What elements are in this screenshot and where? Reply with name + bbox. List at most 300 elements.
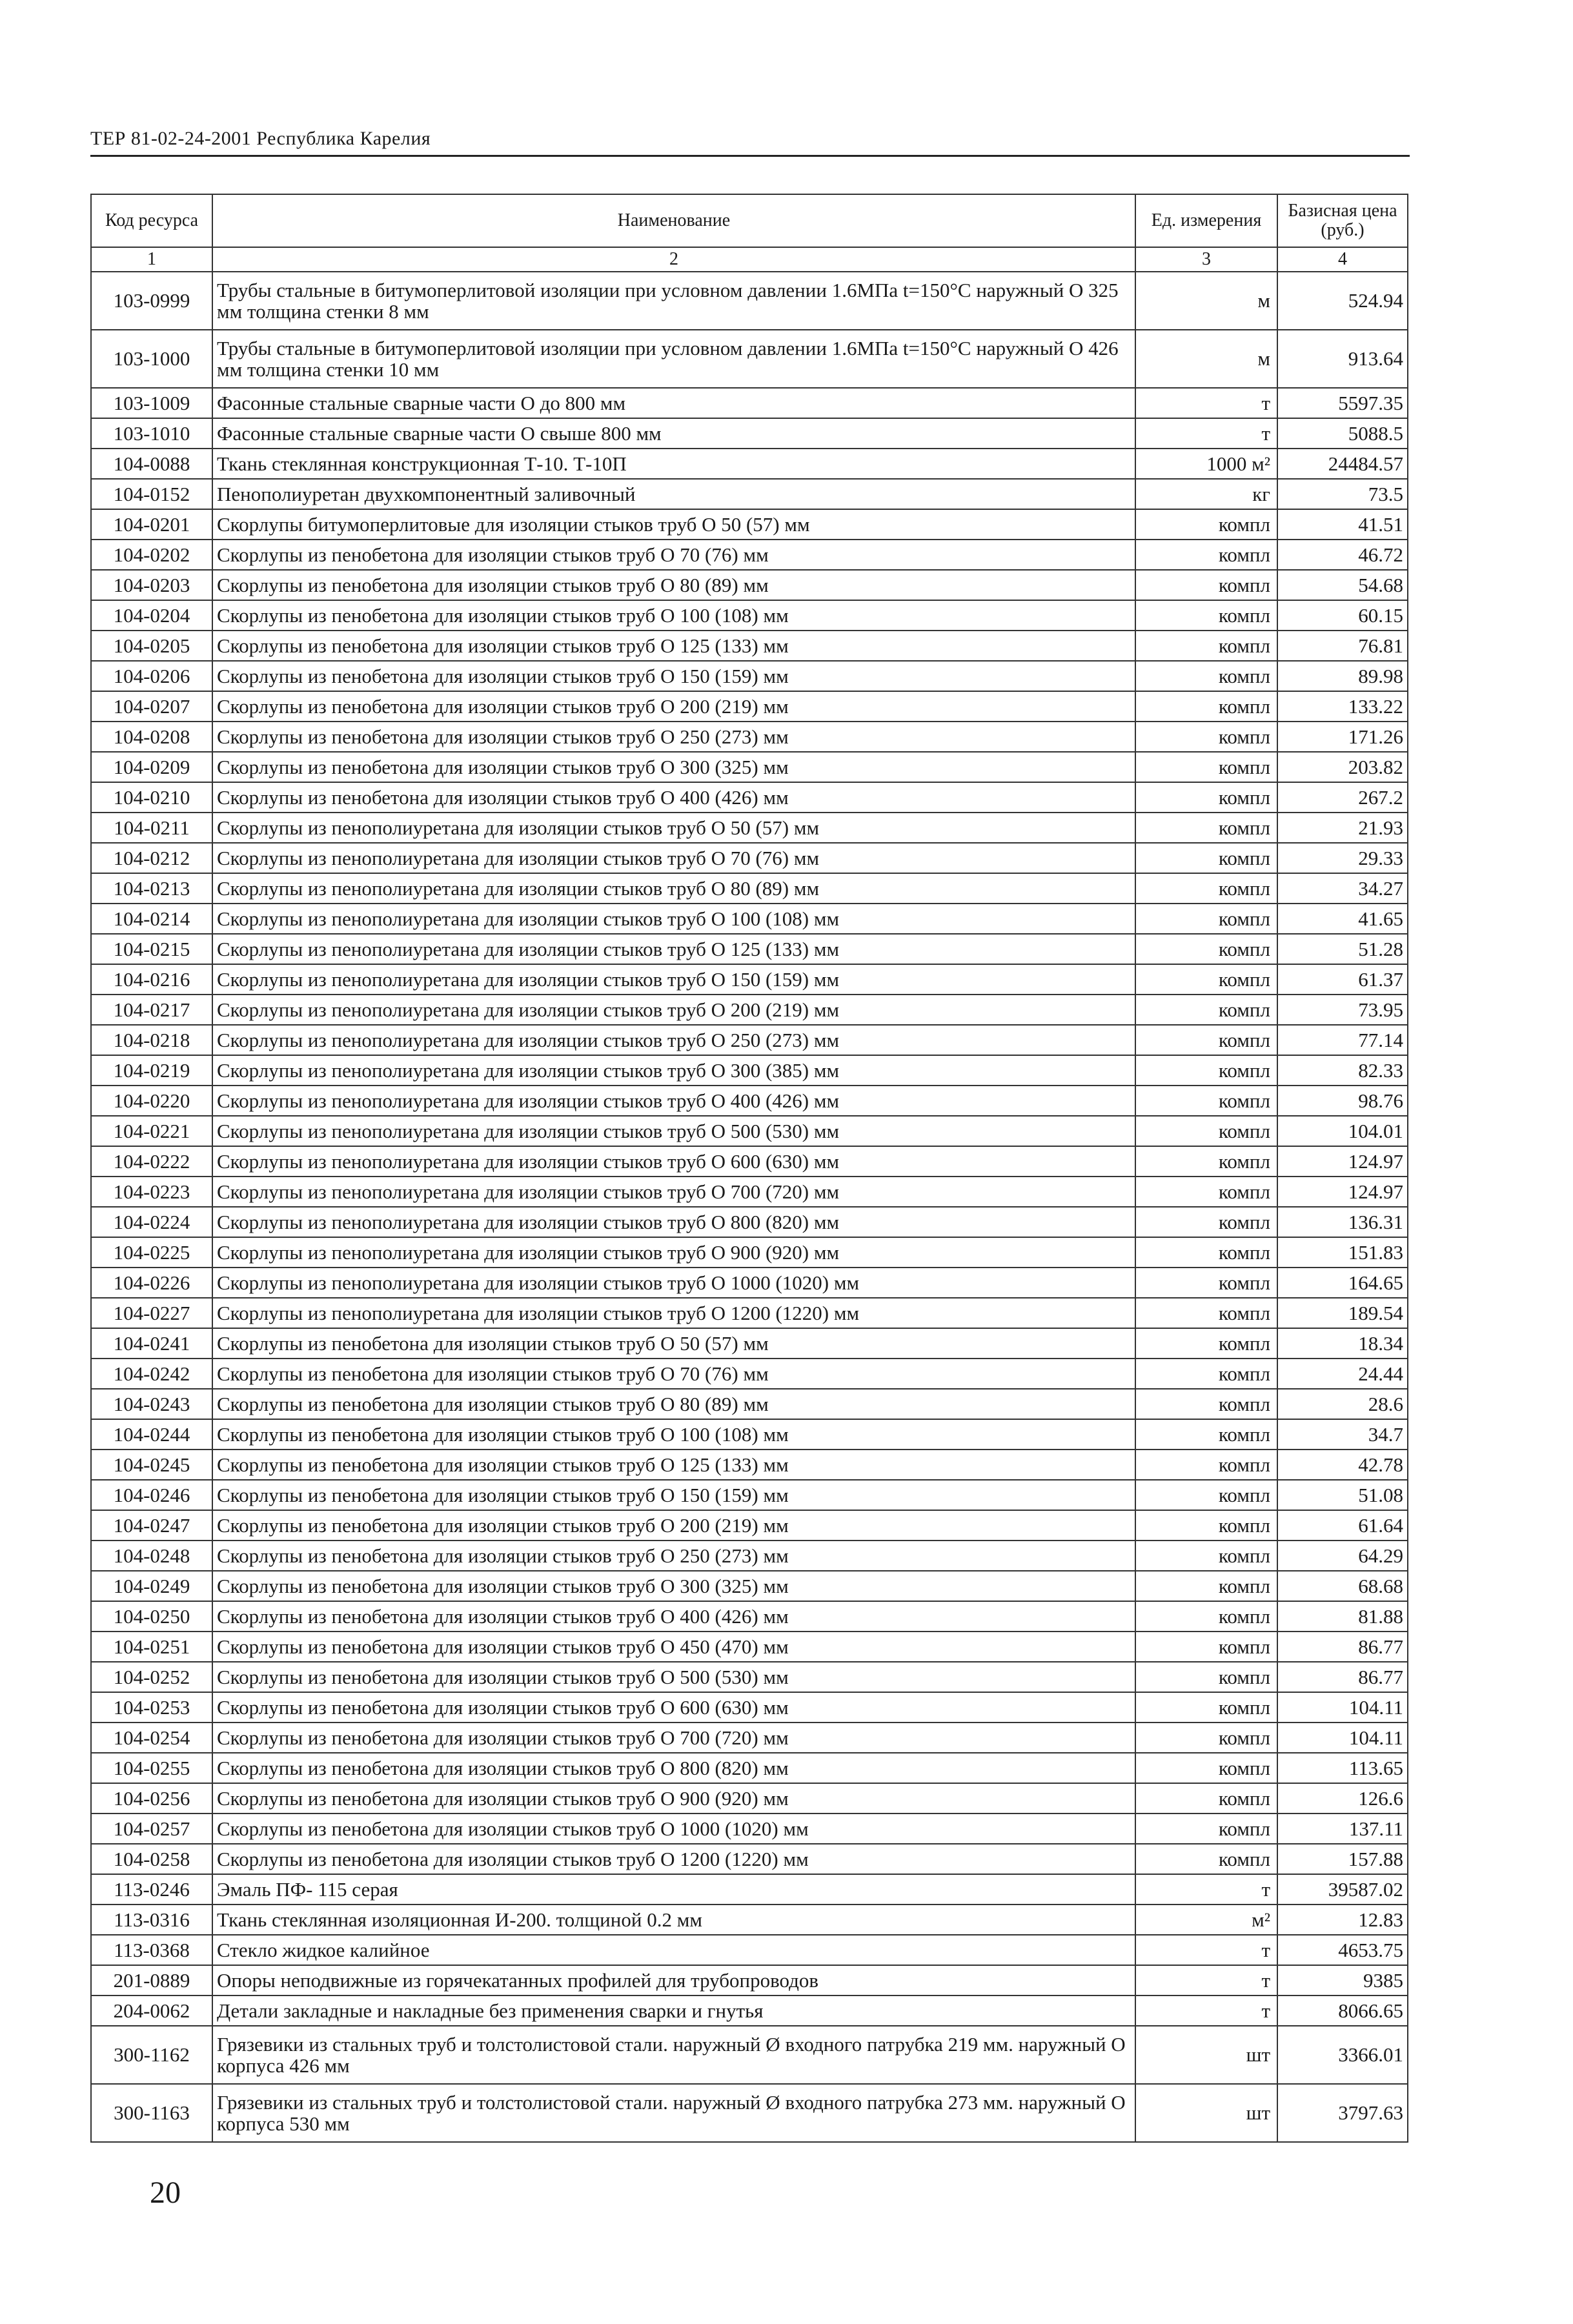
resource-code-cell: 104-0256 xyxy=(91,1783,212,1814)
table-row xyxy=(91,934,1408,964)
table-row xyxy=(91,1237,1408,1268)
resource-code-cell: 104-0242 xyxy=(91,1359,212,1389)
base-price-cell: 73.5 xyxy=(1277,479,1408,509)
resource-name-cell: Скорлупы из пенобетона для изоляции стыков труб О 400 (426) мм xyxy=(212,782,1135,813)
base-price-cell: 34.7 xyxy=(1277,1419,1408,1450)
resource-code-cell: 103-0999 xyxy=(91,272,212,330)
resource-code-cell: 103-1009 xyxy=(91,388,212,418)
resource-name-cell: Пенополиуретан двухкомпонентный заливочный xyxy=(212,479,1135,509)
table-row xyxy=(91,2026,1408,2084)
resource-code-cell: 104-0257 xyxy=(91,1814,212,1844)
resource-name-cell: Скорлупы из пенобетона для изоляции стыков труб О 500 (530) мм xyxy=(212,1662,1135,1692)
unit-cell: компл xyxy=(1135,1389,1277,1419)
resource-name-cell: Скорлупы из пенобетона для изоляции стыков труб О 150 (159) мм xyxy=(212,1480,1135,1510)
resource-code-cell: 113-0246 xyxy=(91,1874,212,1905)
column-header-unit: Ед. измерения xyxy=(1135,194,1277,247)
table-row xyxy=(91,1298,1408,1328)
table-row xyxy=(91,752,1408,782)
resource-code-cell: 104-0203 xyxy=(91,570,212,600)
resource-name-cell: Скорлупы из пенополиуретана для изоляции стыков труб О 70 (76) мм xyxy=(212,843,1135,873)
resource-name-cell: Скорлупы из пенополиуретана для изоляции стыков труб О 125 (133) мм xyxy=(212,934,1135,964)
unit-cell: компл xyxy=(1135,1207,1277,1237)
resource-code-cell: 104-0250 xyxy=(91,1601,212,1632)
base-price-cell: 60.15 xyxy=(1277,600,1408,631)
unit-cell: т xyxy=(1135,1996,1277,2026)
resource-name-cell: Скорлупы из пенобетона для изоляции стыков труб О 250 (273) мм xyxy=(212,1541,1135,1571)
resource-name-cell: Скорлупы из пенобетона для изоляции стыков труб О 1200 (1220) мм xyxy=(212,1844,1135,1874)
resource-code-cell: 104-0255 xyxy=(91,1753,212,1783)
base-price-cell: 189.54 xyxy=(1277,1298,1408,1328)
resource-code-cell: 104-0241 xyxy=(91,1328,212,1359)
header-rule xyxy=(90,155,1410,157)
resource-name-cell: Грязевики из стальных труб и толстолистовой стали. наружный Ø входного патрубка 219 мм. наружный О корпуса 426 мм xyxy=(212,2026,1135,2084)
resource-code-cell: 104-0152 xyxy=(91,479,212,509)
base-price-cell: 104.01 xyxy=(1277,1116,1408,1146)
table-row xyxy=(91,1814,1408,1844)
table-row xyxy=(91,570,1408,600)
base-price-cell: 77.14 xyxy=(1277,1025,1408,1055)
base-price-cell: 81.88 xyxy=(1277,1601,1408,1632)
unit-cell: компл xyxy=(1135,1723,1277,1753)
base-price-cell: 3797.63 xyxy=(1277,2084,1408,2142)
resource-name-cell: Детали закладные и накладные без применения сварки и гнутья xyxy=(212,1996,1135,2026)
unit-cell: т xyxy=(1135,1935,1277,1965)
unit-cell: компл xyxy=(1135,722,1277,752)
base-price-cell: 267.2 xyxy=(1277,782,1408,813)
resource-code-cell: 104-0217 xyxy=(91,995,212,1025)
resource-name-cell: Грязевики из стальных труб и толстолистовой стали. наружный Ø входного патрубка 273 мм. наружный О корпуса 530 мм xyxy=(212,2084,1135,2142)
table-row xyxy=(91,1541,1408,1571)
resource-name-cell: Опоры неподвижные из горячекатанных профилей для трубопроводов xyxy=(212,1965,1135,1996)
resource-code-cell: 104-0244 xyxy=(91,1419,212,1450)
unit-cell: компл xyxy=(1135,1237,1277,1268)
table-row xyxy=(91,964,1408,995)
table-row xyxy=(91,1874,1408,1905)
resource-name-cell: Скорлупы из пенобетона для изоляции стыков труб О 125 (133) мм xyxy=(212,631,1135,661)
column-number: 3 xyxy=(1135,247,1277,272)
table-row xyxy=(91,1480,1408,1510)
base-price-cell: 21.93 xyxy=(1277,813,1408,843)
table-body xyxy=(91,272,1408,2142)
resource-code-cell: 104-0227 xyxy=(91,1298,212,1328)
unit-cell: м² xyxy=(1135,1905,1277,1935)
table-row xyxy=(91,2084,1408,2142)
base-price-cell: 61.64 xyxy=(1277,1510,1408,1541)
unit-cell: компл xyxy=(1135,1025,1277,1055)
resource-code-cell: 104-0245 xyxy=(91,1450,212,1480)
table-row xyxy=(91,479,1408,509)
resource-code-cell: 104-0201 xyxy=(91,509,212,540)
resource-name-cell: Скорлупы из пенополиуретана для изоляции стыков труб О 1200 (1220) мм xyxy=(212,1298,1135,1328)
table-row xyxy=(91,600,1408,631)
base-price-cell: 12.83 xyxy=(1277,1905,1408,1935)
table-row xyxy=(91,1905,1408,1935)
unit-cell: кг xyxy=(1135,479,1277,509)
resource-code-cell: 204-0062 xyxy=(91,1996,212,2026)
resource-code-cell: 104-0249 xyxy=(91,1571,212,1601)
base-price-cell: 86.77 xyxy=(1277,1632,1408,1662)
base-price-cell: 82.33 xyxy=(1277,1055,1408,1086)
resource-name-cell: Скорлупы из пенобетона для изоляции стыков труб О 300 (325) мм xyxy=(212,752,1135,782)
resource-name-cell: Трубы стальные в битумоперлитовой изоляции при условном давлении 1.6МПа t=150°С наружный О 426 мм толщина стенки 10 мм xyxy=(212,330,1135,388)
base-price-cell: 9385 xyxy=(1277,1965,1408,1996)
resource-code-cell: 103-1010 xyxy=(91,418,212,449)
resource-code-cell: 104-0205 xyxy=(91,631,212,661)
resource-name-cell: Скорлупы из пенобетона для изоляции стыков труб О 70 (76) мм xyxy=(212,540,1135,570)
resource-name-cell: Скорлупы из пенобетона для изоляции стыков труб О 50 (57) мм xyxy=(212,1328,1135,1359)
resource-code-cell: 104-0210 xyxy=(91,782,212,813)
resource-name-cell: Скорлупы из пенополиуретана для изоляции стыков труб О 900 (920) мм xyxy=(212,1237,1135,1268)
resource-code-cell: 104-0222 xyxy=(91,1146,212,1177)
unit-cell: компл xyxy=(1135,570,1277,600)
table-row xyxy=(91,1419,1408,1450)
table-row xyxy=(91,691,1408,722)
resource-code-cell: 104-0221 xyxy=(91,1116,212,1146)
base-price-cell: 24484.57 xyxy=(1277,449,1408,479)
resource-name-cell: Стекло жидкое калийное xyxy=(212,1935,1135,1965)
unit-cell: компл xyxy=(1135,1298,1277,1328)
resource-code-cell: 104-0253 xyxy=(91,1692,212,1723)
resource-code-cell: 104-0215 xyxy=(91,934,212,964)
base-price-cell: 124.97 xyxy=(1277,1146,1408,1177)
price-table xyxy=(90,194,1408,2143)
table-row xyxy=(91,1146,1408,1177)
table-row xyxy=(91,418,1408,449)
resource-name-cell: Скорлупы из пенобетона для изоляции стыков труб О 80 (89) мм xyxy=(212,1389,1135,1419)
base-price-cell: 42.78 xyxy=(1277,1450,1408,1480)
base-price-cell: 51.08 xyxy=(1277,1480,1408,1510)
unit-cell: компл xyxy=(1135,782,1277,813)
resource-code-cell: 113-0368 xyxy=(91,1935,212,1965)
resource-name-cell: Скорлупы из пенобетона для изоляции стыков труб О 800 (820) мм xyxy=(212,1753,1135,1783)
unit-cell: м xyxy=(1135,330,1277,388)
table-row xyxy=(91,1601,1408,1632)
resource-code-cell: 104-0247 xyxy=(91,1510,212,1541)
base-price-cell: 5597.35 xyxy=(1277,388,1408,418)
resource-code-cell: 104-0208 xyxy=(91,722,212,752)
table-row xyxy=(91,813,1408,843)
table-row xyxy=(91,1935,1408,1965)
unit-cell: компл xyxy=(1135,1510,1277,1541)
unit-cell: м xyxy=(1135,272,1277,330)
resource-name-cell: Скорлупы из пенобетона для изоляции стыков труб О 100 (108) мм xyxy=(212,600,1135,631)
resource-code-cell: 104-0224 xyxy=(91,1207,212,1237)
resource-code-cell: 104-0219 xyxy=(91,1055,212,1086)
column-header-code: Код ресурса xyxy=(91,194,212,247)
resource-code-cell: 104-0243 xyxy=(91,1389,212,1419)
resource-code-cell: 103-1000 xyxy=(91,330,212,388)
base-price-cell: 68.68 xyxy=(1277,1571,1408,1601)
table-row xyxy=(91,1571,1408,1601)
resource-name-cell: Скорлупы из пенополиуретана для изоляции стыков труб О 100 (108) мм xyxy=(212,904,1135,934)
resource-name-cell: Скорлупы из пенополиуретана для изоляции стыков труб О 50 (57) мм xyxy=(212,813,1135,843)
base-price-cell: 137.11 xyxy=(1277,1814,1408,1844)
base-price-cell: 8066.65 xyxy=(1277,1996,1408,2026)
resource-code-cell: 104-0209 xyxy=(91,752,212,782)
resource-code-cell: 104-0258 xyxy=(91,1844,212,1874)
unit-cell: т xyxy=(1135,388,1277,418)
resource-code-cell: 104-0248 xyxy=(91,1541,212,1571)
table-row xyxy=(91,449,1408,479)
resource-code-cell: 104-0252 xyxy=(91,1662,212,1692)
base-price-cell: 151.83 xyxy=(1277,1237,1408,1268)
resource-name-cell: Ткань стеклянная изоляционная И-200. толщиной 0.2 мм xyxy=(212,1905,1135,1935)
table-row xyxy=(91,1783,1408,1814)
table-row xyxy=(91,330,1408,388)
resource-name-cell: Фасонные стальные сварные части О до 800 мм xyxy=(212,388,1135,418)
resource-name-cell: Скорлупы из пенобетона для изоляции стыков труб О 200 (219) мм xyxy=(212,691,1135,722)
table-row xyxy=(91,1268,1408,1298)
unit-cell: компл xyxy=(1135,1328,1277,1359)
table-row xyxy=(91,388,1408,418)
resource-name-cell: Скорлупы из пенополиуретана для изоляции стыков труб О 250 (273) мм xyxy=(212,1025,1135,1055)
resource-name-cell: Скорлупы из пенобетона для изоляции стыков труб О 100 (108) мм xyxy=(212,1419,1135,1450)
table-row xyxy=(91,1632,1408,1662)
unit-cell: компл xyxy=(1135,995,1277,1025)
resource-name-cell: Скорлупы из пенополиуретана для изоляции стыков труб О 1000 (1020) мм xyxy=(212,1268,1135,1298)
unit-cell: компл xyxy=(1135,1450,1277,1480)
resource-code-cell: 104-0212 xyxy=(91,843,212,873)
base-price-cell: 76.81 xyxy=(1277,631,1408,661)
resource-name-cell: Скорлупы из пенополиуретана для изоляции стыков труб О 150 (159) мм xyxy=(212,964,1135,995)
unit-cell: компл xyxy=(1135,1783,1277,1814)
base-price-cell: 104.11 xyxy=(1277,1692,1408,1723)
unit-cell: компл xyxy=(1135,1571,1277,1601)
base-price-cell: 104.11 xyxy=(1277,1723,1408,1753)
table-row xyxy=(91,1996,1408,2026)
table-row xyxy=(91,1328,1408,1359)
base-price-cell: 54.68 xyxy=(1277,570,1408,600)
base-price-cell: 133.22 xyxy=(1277,691,1408,722)
resource-name-cell: Скорлупы из пенобетона для изоляции стыков труб О 400 (426) мм xyxy=(212,1601,1135,1632)
column-header-name: Наименование xyxy=(212,194,1135,247)
resource-name-cell: Скорлупы из пенополиуретана для изоляции стыков труб О 400 (426) мм xyxy=(212,1086,1135,1116)
resource-code-cell: 104-0204 xyxy=(91,600,212,631)
resource-code-cell: 104-0207 xyxy=(91,691,212,722)
resource-name-cell: Скорлупы из пенобетона для изоляции стыков труб О 80 (89) мм xyxy=(212,570,1135,600)
table-row xyxy=(91,540,1408,570)
resource-code-cell: 104-0254 xyxy=(91,1723,212,1753)
base-price-cell: 524.94 xyxy=(1277,272,1408,330)
base-price-cell: 73.95 xyxy=(1277,995,1408,1025)
base-price-cell: 28.6 xyxy=(1277,1389,1408,1419)
resource-name-cell: Скорлупы из пенобетона для изоляции стыков труб О 700 (720) мм xyxy=(212,1723,1135,1753)
resource-name-cell: Скорлупы из пенобетона для изоляции стыков труб О 450 (470) мм xyxy=(212,1632,1135,1662)
unit-cell: компл xyxy=(1135,843,1277,873)
resource-code-cell: 104-0214 xyxy=(91,904,212,934)
base-price-cell: 86.77 xyxy=(1277,1662,1408,1692)
unit-cell: компл xyxy=(1135,1480,1277,1510)
base-price-cell: 4653.75 xyxy=(1277,1935,1408,1965)
resource-code-cell: 104-0220 xyxy=(91,1086,212,1116)
table-row xyxy=(91,1965,1408,1996)
base-price-cell: 136.31 xyxy=(1277,1207,1408,1237)
resource-name-cell: Скорлупы из пенобетона для изоляции стыков труб О 125 (133) мм xyxy=(212,1450,1135,1480)
resource-code-cell: 104-0225 xyxy=(91,1237,212,1268)
unit-cell: компл xyxy=(1135,540,1277,570)
base-price-cell: 64.29 xyxy=(1277,1541,1408,1571)
resource-code-cell: 104-0223 xyxy=(91,1177,212,1207)
base-price-cell: 24.44 xyxy=(1277,1359,1408,1389)
unit-cell: компл xyxy=(1135,1177,1277,1207)
column-number: 4 xyxy=(1277,247,1408,272)
base-price-cell: 203.82 xyxy=(1277,752,1408,782)
unit-cell: т xyxy=(1135,418,1277,449)
base-price-cell: 113.65 xyxy=(1277,1753,1408,1783)
base-price-cell: 41.51 xyxy=(1277,509,1408,540)
unit-cell: компл xyxy=(1135,509,1277,540)
resource-name-cell: Скорлупы из пенополиуретана для изоляции стыков труб О 500 (530) мм xyxy=(212,1116,1135,1146)
unit-cell: компл xyxy=(1135,873,1277,904)
column-header-price: Базисная цена (руб.) xyxy=(1277,194,1408,247)
unit-cell: компл xyxy=(1135,1359,1277,1389)
table-row xyxy=(91,722,1408,752)
resource-code-cell: 104-0206 xyxy=(91,661,212,691)
unit-cell: компл xyxy=(1135,661,1277,691)
resource-code-cell: 300-1162 xyxy=(91,2026,212,2084)
unit-cell: компл xyxy=(1135,600,1277,631)
unit-cell: компл xyxy=(1135,1814,1277,1844)
table-row xyxy=(91,843,1408,873)
resource-name-cell: Трубы стальные в битумоперлитовой изоляции при условном давлении 1.6МПа t=150°С наружный О 325 мм толщина стенки 8 мм xyxy=(212,272,1135,330)
resource-code-cell: 104-0202 xyxy=(91,540,212,570)
price-table-container xyxy=(90,194,1407,2143)
table-row xyxy=(91,272,1408,330)
table-row xyxy=(91,1753,1408,1783)
resource-name-cell: Скорлупы из пенополиуретана для изоляции стыков труб О 80 (89) мм xyxy=(212,873,1135,904)
table-row xyxy=(91,1510,1408,1541)
base-price-cell: 39587.02 xyxy=(1277,1874,1408,1905)
base-price-cell: 29.33 xyxy=(1277,843,1408,873)
unit-cell: компл xyxy=(1135,1753,1277,1783)
resource-name-cell: Скорлупы битумоперлитовые для изоляции стыков труб О 50 (57) мм xyxy=(212,509,1135,540)
unit-cell: компл xyxy=(1135,1601,1277,1632)
base-price-cell: 126.6 xyxy=(1277,1783,1408,1814)
unit-cell: компл xyxy=(1135,752,1277,782)
column-number-row xyxy=(91,247,1408,272)
resource-code-cell: 104-0251 xyxy=(91,1632,212,1662)
resource-name-cell: Скорлупы из пенобетона для изоляции стыков труб О 150 (159) мм xyxy=(212,661,1135,691)
table-row xyxy=(91,1723,1408,1753)
unit-cell: компл xyxy=(1135,1844,1277,1874)
unit-cell: компл xyxy=(1135,1541,1277,1571)
table-row xyxy=(91,631,1408,661)
resource-name-cell: Скорлупы из пенополиуретана для изоляции стыков труб О 200 (219) мм xyxy=(212,995,1135,1025)
resource-code-cell: 104-0211 xyxy=(91,813,212,843)
unit-cell: компл xyxy=(1135,1268,1277,1298)
table-header-row xyxy=(91,194,1408,247)
base-price-cell: 89.98 xyxy=(1277,661,1408,691)
resource-code-cell: 104-0213 xyxy=(91,873,212,904)
base-price-cell: 124.97 xyxy=(1277,1177,1408,1207)
table-row xyxy=(91,1450,1408,1480)
resource-code-cell: 104-0246 xyxy=(91,1480,212,1510)
unit-cell: т xyxy=(1135,1965,1277,1996)
unit-cell: компл xyxy=(1135,1146,1277,1177)
resource-code-cell: 113-0316 xyxy=(91,1905,212,1935)
base-price-cell: 46.72 xyxy=(1277,540,1408,570)
resource-name-cell: Скорлупы из пенобетона для изоляции стыков труб О 1000 (1020) мм xyxy=(212,1814,1135,1844)
unit-cell: компл xyxy=(1135,934,1277,964)
base-price-cell: 3366.01 xyxy=(1277,2026,1408,2084)
base-price-cell: 18.34 xyxy=(1277,1328,1408,1359)
resource-name-cell: Скорлупы из пенобетона для изоляции стыков труб О 250 (273) мм xyxy=(212,722,1135,752)
base-price-cell: 41.65 xyxy=(1277,904,1408,934)
table-row xyxy=(91,1207,1408,1237)
table-row xyxy=(91,509,1408,540)
unit-cell: компл xyxy=(1135,1692,1277,1723)
unit-cell: компл xyxy=(1135,904,1277,934)
unit-cell: компл xyxy=(1135,1086,1277,1116)
resource-name-cell: Ткань стеклянная конструкционная Т-10. Т-10П xyxy=(212,449,1135,479)
base-price-cell: 61.37 xyxy=(1277,964,1408,995)
unit-cell: компл xyxy=(1135,1116,1277,1146)
table-row xyxy=(91,1025,1408,1055)
base-price-cell: 5088.5 xyxy=(1277,418,1408,449)
resource-code-cell: 104-0088 xyxy=(91,449,212,479)
unit-cell: компл xyxy=(1135,813,1277,843)
table-row xyxy=(91,661,1408,691)
table-row xyxy=(91,904,1408,934)
table-row xyxy=(91,1844,1408,1874)
base-price-cell: 164.65 xyxy=(1277,1268,1408,1298)
table-row xyxy=(91,1055,1408,1086)
base-price-cell: 913.64 xyxy=(1277,330,1408,388)
resource-name-cell: Скорлупы из пенобетона для изоляции стыков труб О 600 (630) мм xyxy=(212,1692,1135,1723)
table-row xyxy=(91,1389,1408,1419)
unit-cell: т xyxy=(1135,1874,1277,1905)
document-header: ТЕР 81-02-24-2001 Республика Карелия xyxy=(90,128,431,149)
table-row xyxy=(91,1662,1408,1692)
table-row xyxy=(91,873,1408,904)
table-row xyxy=(91,1692,1408,1723)
table-row xyxy=(91,1086,1408,1116)
resource-name-cell: Скорлупы из пенобетона для изоляции стыков труб О 70 (76) мм xyxy=(212,1359,1135,1389)
unit-cell: шт xyxy=(1135,2084,1277,2142)
resource-name-cell: Скорлупы из пенополиуретана для изоляции стыков труб О 300 (385) мм xyxy=(212,1055,1135,1086)
unit-cell: компл xyxy=(1135,691,1277,722)
resource-name-cell: Скорлупы из пенополиуретана для изоляции стыков труб О 800 (820) мм xyxy=(212,1207,1135,1237)
resource-name-cell: Эмаль ПФ- 115 серая xyxy=(212,1874,1135,1905)
resource-code-cell: 104-0218 xyxy=(91,1025,212,1055)
unit-cell: шт xyxy=(1135,2026,1277,2084)
unit-cell: компл xyxy=(1135,1662,1277,1692)
resource-name-cell: Скорлупы из пенополиуретана для изоляции стыков труб О 700 (720) мм xyxy=(212,1177,1135,1207)
resource-code-cell: 201-0889 xyxy=(91,1965,212,1996)
unit-cell: 1000 м² xyxy=(1135,449,1277,479)
base-price-cell: 34.27 xyxy=(1277,873,1408,904)
resource-name-cell: Скорлупы из пенобетона для изоляции стыков труб О 900 (920) мм xyxy=(212,1783,1135,1814)
page-number: 20 xyxy=(150,2176,181,2210)
unit-cell: компл xyxy=(1135,964,1277,995)
unit-cell: компл xyxy=(1135,1419,1277,1450)
unit-cell: компл xyxy=(1135,1632,1277,1662)
resource-name-cell: Скорлупы из пенобетона для изоляции стыков труб О 300 (325) мм xyxy=(212,1571,1135,1601)
resource-code-cell: 104-0226 xyxy=(91,1268,212,1298)
table-row xyxy=(91,1359,1408,1389)
base-price-cell: 171.26 xyxy=(1277,722,1408,752)
resource-name-cell: Фасонные стальные сварные части О свыше 800 мм xyxy=(212,418,1135,449)
base-price-cell: 157.88 xyxy=(1277,1844,1408,1874)
column-number: 2 xyxy=(212,247,1135,272)
table-row xyxy=(91,1116,1408,1146)
table-row xyxy=(91,1177,1408,1207)
resource-code-cell: 300-1163 xyxy=(91,2084,212,2142)
column-number: 1 xyxy=(91,247,212,272)
base-price-cell: 51.28 xyxy=(1277,934,1408,964)
unit-cell: компл xyxy=(1135,1055,1277,1086)
table-row xyxy=(91,995,1408,1025)
